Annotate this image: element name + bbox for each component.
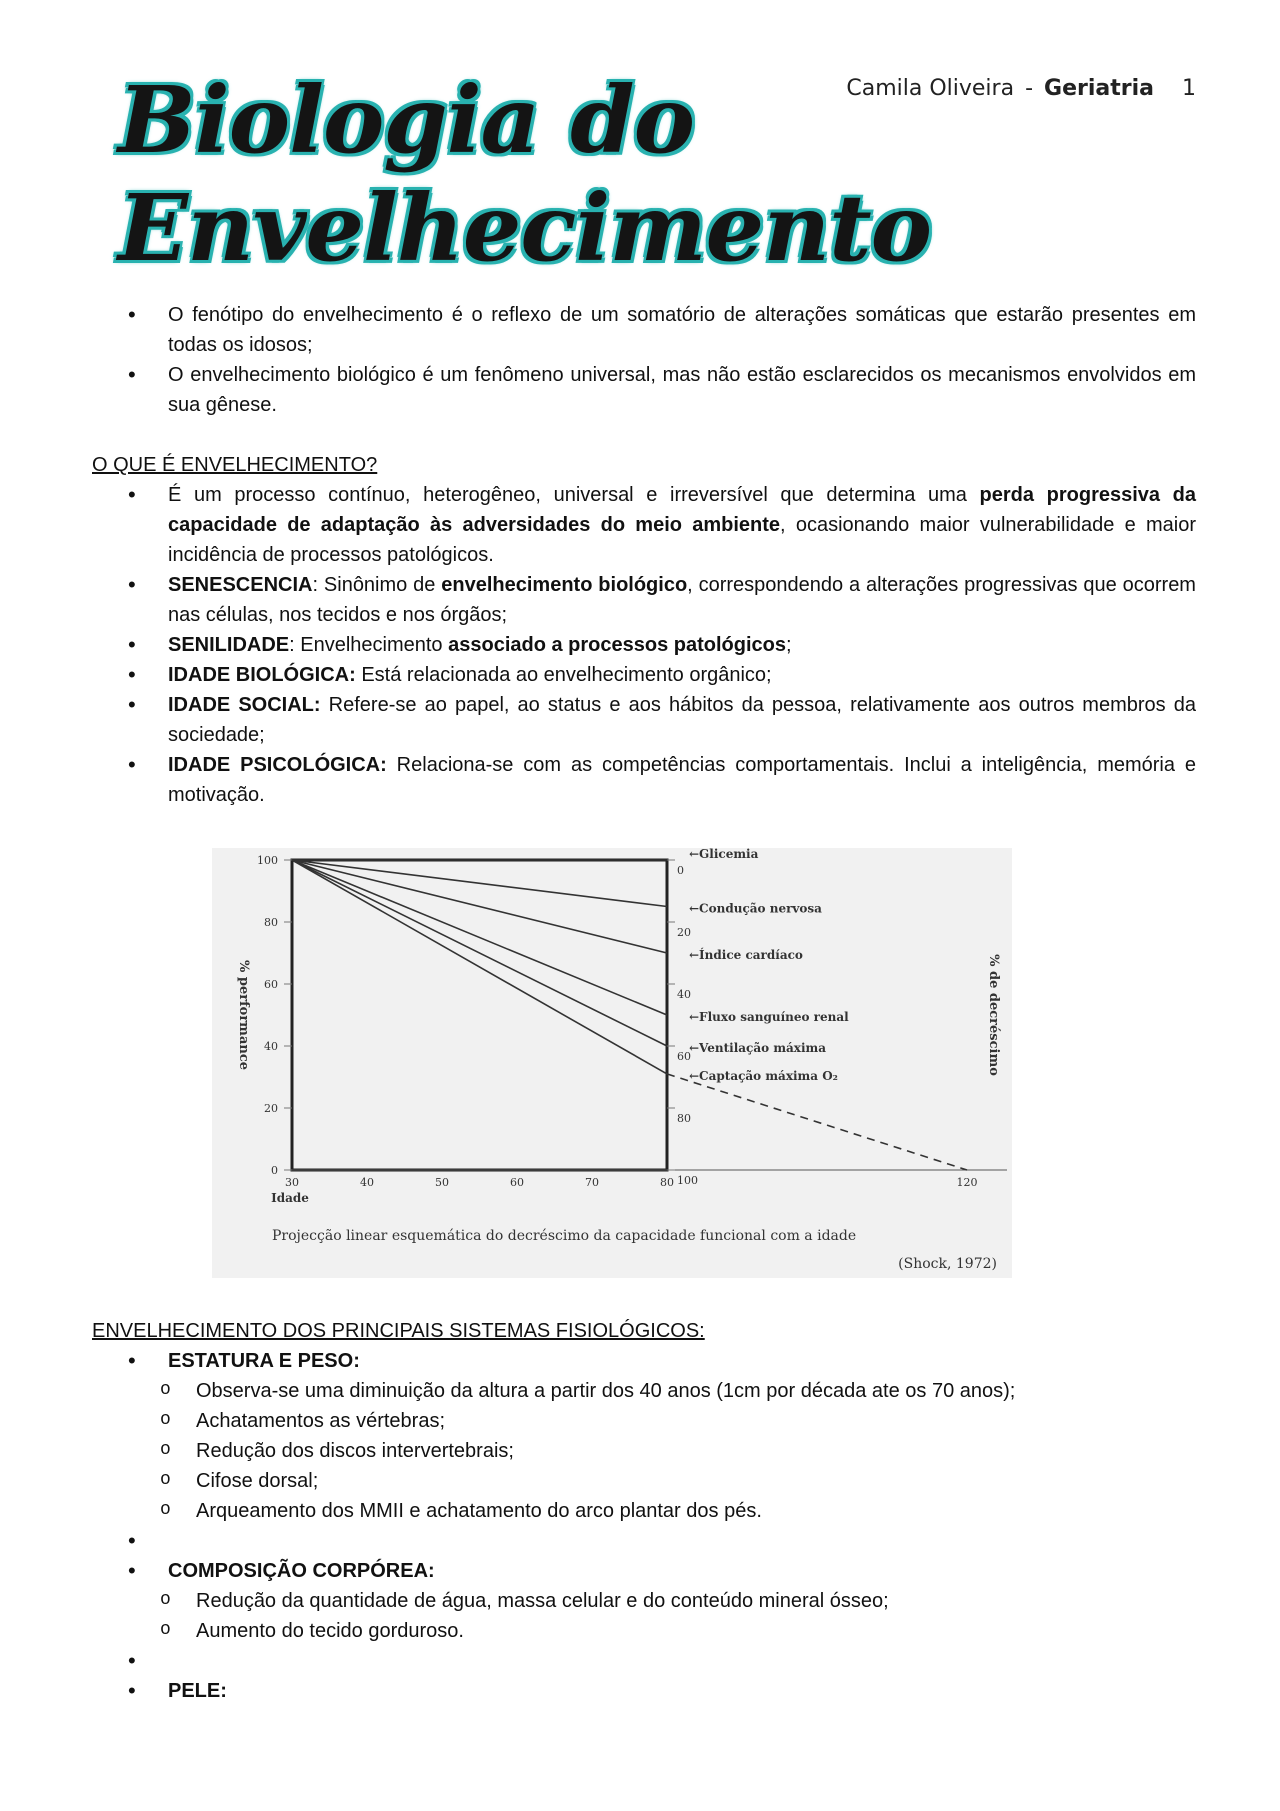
list-item: • IDADE BIOLÓGICA: Está relacionada ao envelhecimento orgânico; [168, 660, 1196, 690]
x-tick-label: 50 [435, 1176, 449, 1189]
list-item: • É um processo contínuo, heterogêneo, universal e irreversível que determina uma perda progressiva da capacidade de adaptação às adversidades do meio ambiente, ocasionando maior vulnerabilidade e maior incidência de processos patológicos. [168, 480, 1196, 570]
chart-caption: Projecção linear esquemática do decréscimo da capacidade funcional com a idade [272, 1228, 857, 1244]
list-item: • COMPOSIÇÃO CORPÓREA: o Redução da quantidade de água, massa celular e do conteúdo mineral ósseo; o Aumento do tecido gorduroso. [168, 1556, 1196, 1646]
list-item: • SENILIDADE: Envelhecimento associado a processos patológicos; [168, 630, 1196, 660]
sub-list-item: o Observa-se uma diminuição da altura a partir dos 40 anos (1cm por década ate os 70 anos); [196, 1376, 1196, 1406]
series-label: ←Fluxo sanguíneo renal [689, 1010, 849, 1024]
projection-line [667, 1074, 967, 1170]
chart-source: (Shock, 1972) [898, 1256, 997, 1272]
author-name: Camila Oliveira [846, 76, 1015, 101]
sub-list [168, 1376, 1196, 1526]
series-line [292, 860, 667, 953]
definition-list [92, 480, 1196, 810]
x-tick-label: 60 [510, 1176, 524, 1189]
sub-list-item: o Redução da quantidade de água, massa celular e do conteúdo mineral ósseo; [196, 1586, 1196, 1616]
series-line [292, 860, 667, 1046]
series-label: ←Condução nervosa [689, 901, 822, 916]
list-item: • SENESCENCIA: Sinônimo de envelhecimento biológico, correspondendo a alterações progressivas que ocorrem nas células, nos tecidos e nos órgãos; [168, 570, 1196, 630]
sub-list-item: o Aumento do tecido gorduroso. [196, 1616, 1196, 1646]
y2-tick-label: 0 [677, 864, 684, 877]
x-tick-label: 120 [956, 1176, 978, 1189]
y2-tick-label: 20 [677, 926, 691, 939]
y2-axis-label: % de decréscimo [986, 954, 1001, 1076]
list-item: • ESTATURA E PESO: o Observa-se uma diminuição da altura a partir dos 40 anos (1cm por década ate os 70 anos); o Achatamentos as vértebras; o Redução dos discos intervertebrais; o Cifose dorsal; o Arqueamento dos MMII e achatamento do arco plantar dos pés. [168, 1346, 1196, 1526]
y2-tick-label: 80 [677, 1112, 691, 1125]
performance-chart [212, 848, 1012, 1278]
section-heading: O QUE É ENVELHECIMENTO? [92, 454, 378, 476]
intro-list [92, 300, 1196, 420]
x-axis-label: Idade [271, 1191, 309, 1205]
header-separator: - [1025, 76, 1034, 101]
sub-list-item: o Arqueamento dos MMII e achatamento do arco plantar dos pés. [196, 1496, 1196, 1526]
list-item: • IDADE SOCIAL: Refere-se ao papel, ao status e aos hábitos da pessoa, relativamente aos outros membros da sociedade; [168, 690, 1196, 750]
y2-tick-label: 40 [677, 988, 691, 1001]
y-tick-label: 0 [271, 1164, 278, 1177]
y-tick-label: 60 [264, 978, 278, 991]
sub-list-item: o Achatamentos as vértebras; [196, 1406, 1196, 1436]
x-tick-label: 40 [360, 1176, 374, 1189]
x-tick-label: 70 [585, 1176, 599, 1189]
definition-section [92, 450, 1196, 810]
section-heading: ENVELHECIMENTO DOS PRINCIPAIS SISTEMAS FISIOLÓGICOS: [92, 1320, 705, 1342]
y-tick-label: 40 [264, 1040, 278, 1053]
x-tick-label: 80 [660, 1176, 674, 1189]
sub-list [168, 1586, 1196, 1646]
page-number: 1 [1182, 76, 1196, 101]
series-label: ←Ventilação máxima [689, 1041, 826, 1055]
series-line [292, 860, 667, 1074]
performance-chart-figure [212, 848, 1012, 1278]
list-item: • PELE: [168, 1676, 1196, 1706]
y2-tick-label: 60 [677, 1050, 691, 1063]
sub-list-item: o Redução dos discos intervertebrais; [196, 1436, 1196, 1466]
intro-section [92, 300, 1196, 420]
y-tick-label: 80 [264, 916, 278, 929]
page-title: Biologia do Envelhecimento [118, 66, 931, 282]
series-label: ←Glicemia [689, 848, 759, 861]
list-item: • IDADE PSICOLÓGICA: Relaciona-se com as competências comportamentais. Inclui a inteligência, memória e motivação. [168, 750, 1196, 810]
y2-tick-label: 100 [677, 1174, 698, 1187]
x-tick-label: 30 [285, 1176, 299, 1189]
y-tick-label: 20 [264, 1102, 278, 1115]
y-tick-label: 100 [257, 854, 278, 867]
course-name: Geriatria [1044, 76, 1154, 101]
sub-list-item: o Cifose dorsal; [196, 1466, 1196, 1496]
series-label: ←Índice cardíaco [689, 948, 803, 962]
list-item: • O fenótipo do envelhecimento é o reflexo de um somatório de alterações somáticas que estarão presentes em todas os idosos; [168, 300, 1196, 360]
systems-section [92, 1316, 1196, 1706]
systems-list [92, 1346, 1196, 1706]
list-item: • O envelhecimento biológico é um fenômeno universal, mas não estão esclarecidos os mecanismos envolvidos em sua gênese. [168, 360, 1196, 420]
y-axis-label: % performance [236, 959, 251, 1071]
series-label: ←Captação máxima O₂ [689, 1068, 838, 1083]
